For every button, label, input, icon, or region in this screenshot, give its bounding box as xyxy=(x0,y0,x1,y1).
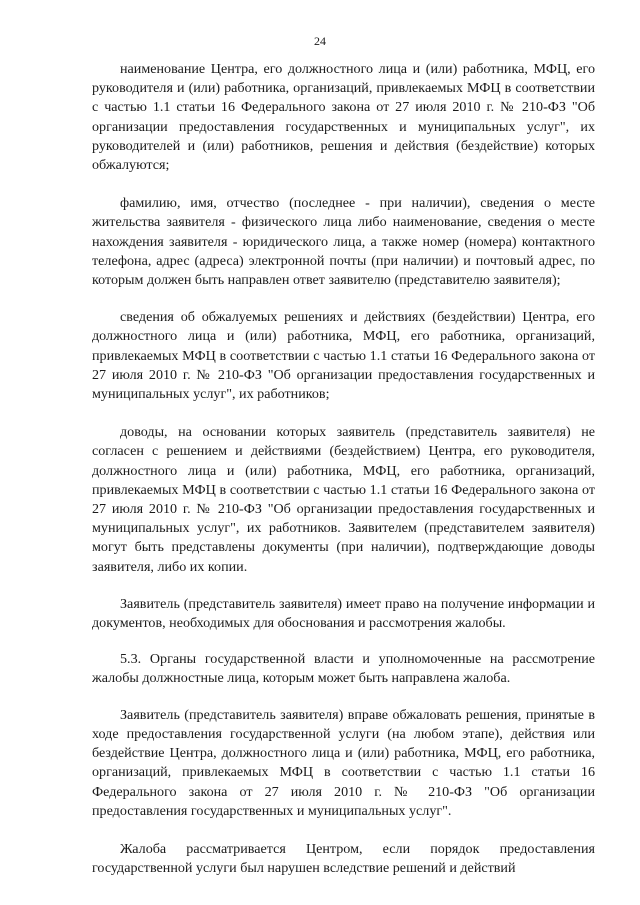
paragraph-applicant-details: фамилию, имя, отчество (последнее - при наличии), сведения о месте жительства заявителя - физического лица либо наименование, сведения о месте нахождения заявителя - юридического лица, а также номер (номера) контактного телефона, адрес (адреса) электронной почты (при наличии) и почтовый адрес, по которым должен быть направлен ответ заявителю (представителю заявителя); xyxy=(92,195,595,289)
page-number: 24 xyxy=(314,34,326,48)
paragraph-complaint-review: Жалоба рассматривается Центром, если порядок предоставления государственной услуги был нарушен вследствие решений и действий xyxy=(92,840,595,877)
paragraph-right-to-information: Заявитель (представитель заявителя) имеет право на получение информации и документов, необходимых для обоснования и рассмотрения жалобы. xyxy=(92,595,595,632)
paragraph-section-5-3: 5.3. Органы государственной власти и уполномоченные на рассмотрение жалобы должностные лица, которым может быть направлена жалоба. xyxy=(92,651,595,687)
paragraph-arguments: доводы, на основании которых заявитель (представитель заявителя) не согласен с решением и действиями (бездействием) Центра, его руководителя, должностного лица и (или) работника, МФЦ, его работника, организаций, привлекаемых МФЦ в соответствии с частью 1.1 статьи 16 Федерального закона от 27 июля 2010 г. № 210-ФЗ "Об организации предоставления государственных и муниципальных услуг", их работников. Заявителем (представителем заявителя) могут быть представлены документы (при наличии), подтверждающие доводы заявителя, либо их копии. xyxy=(92,424,595,575)
paragraph-subject-of-complaint: наименование Центра, его должностного лица и (или) работника, МФЦ, его руководителя и (или) работника, организаций, привлекаемых МФЦ в соответствии с частью 1.1 статьи 16 Федерального закона от 27 июля 2010 г. № 210-ФЗ "Об организации предоставления государственных и муниципальных услуг", их руководителей и (или) работников, решения и действия (бездействие) которых обжалуются; xyxy=(92,61,595,174)
paragraph-appealed-decisions: сведения об обжалуемых решениях и действиях (бездействии) Центра, его должностного лица и (или) работника, МФЦ, его работника, организаций, привлекаемых МФЦ в соответствии с частью 1.1 статьи 16 Федерального закона от 27 июля 2010 г. № 210-ФЗ "Об организации предоставления государственных и муниципальных услуг", их работников; xyxy=(92,309,595,403)
paragraph-right-to-appeal: Заявитель (представитель заявителя) вправе обжаловать решения, принятые в ходе предоставления государственной услуги (на любом этапе), действия или бездействие Центра, должностного лица и (или) работника, МФЦ, его работника, организаций, привлекаемых МФЦ в соответствии с частью 1.1 статьи 16 Федерального закона от 27 июля 2010 г. № 210-ФЗ "Об организации предоставления государственных и муниципальных услуг". xyxy=(92,706,595,819)
document-body xyxy=(92,60,595,878)
